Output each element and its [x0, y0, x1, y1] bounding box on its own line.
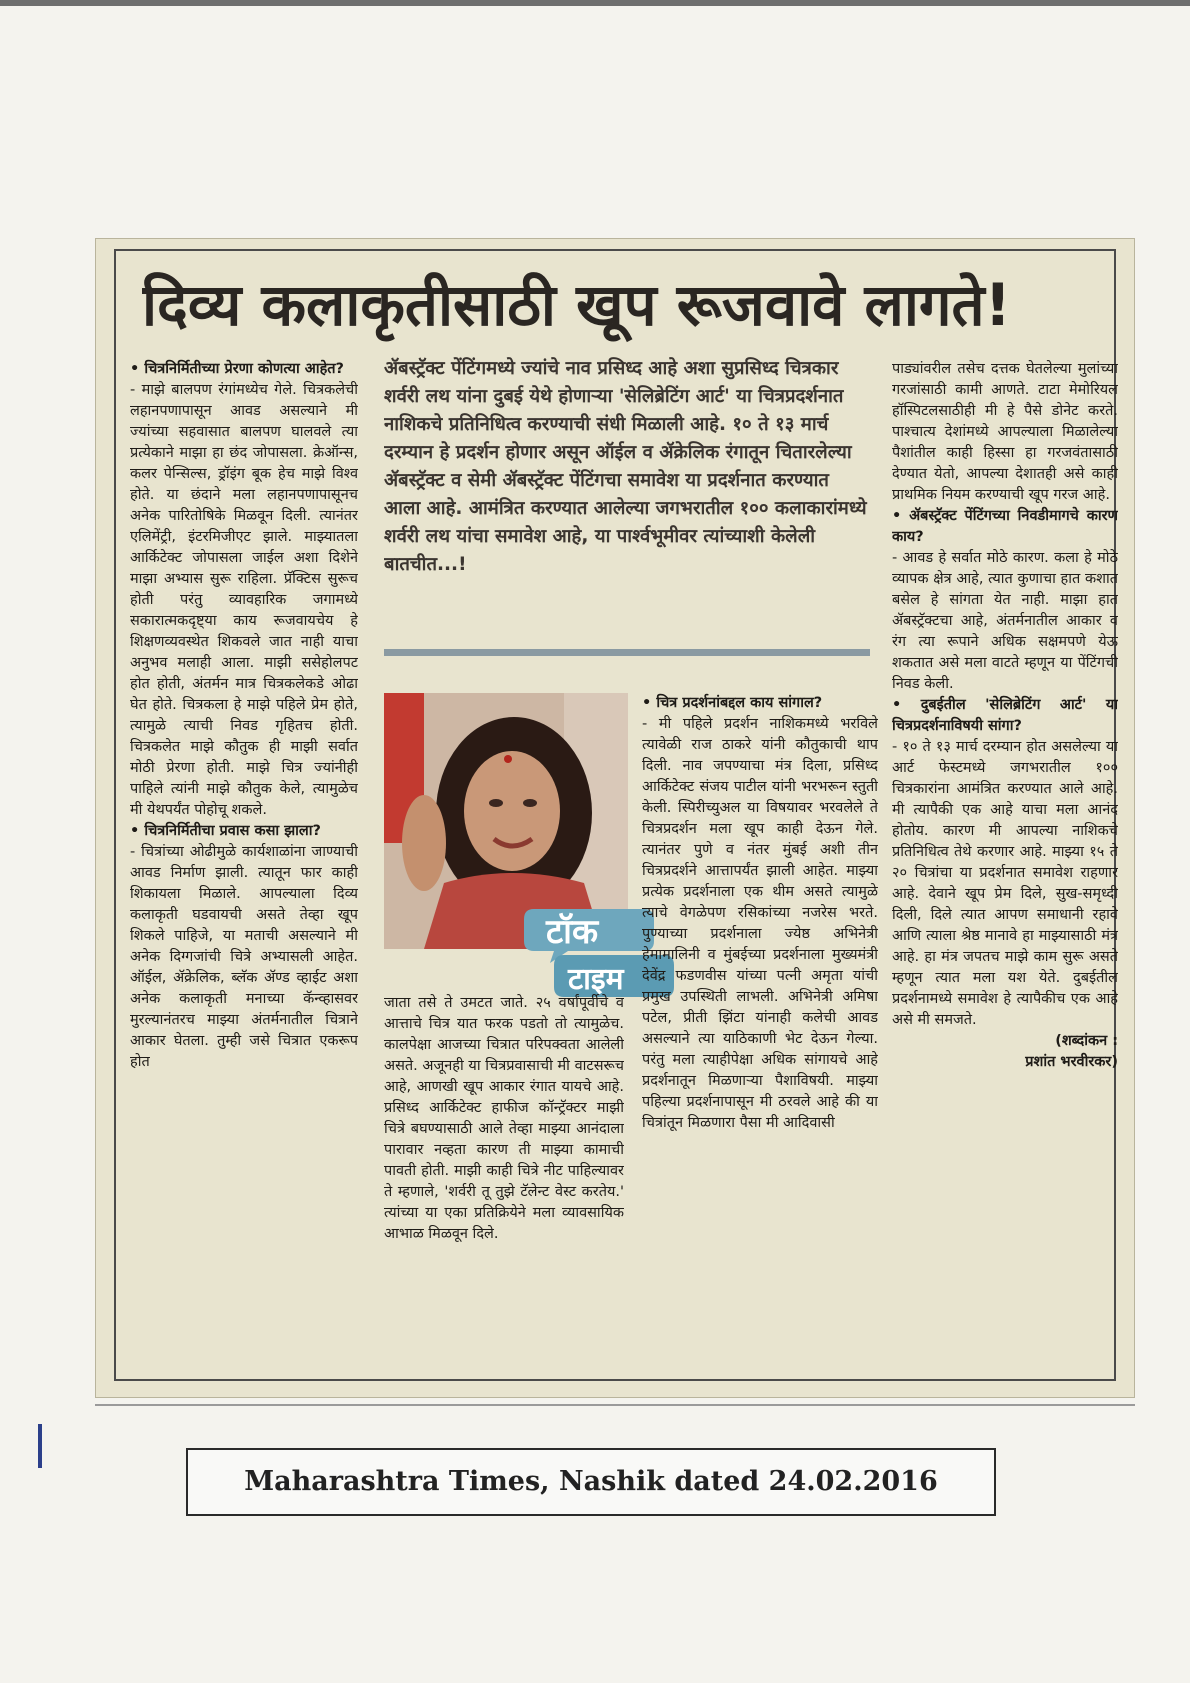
badge-word-1: टॉक — [546, 912, 599, 952]
column-1 — [130, 359, 358, 1369]
answer-3: - मी पहिले प्रदर्शन नाशिकमध्ये भरविले त्यावेळी राज ठाकरे यांनी कौतुकाची थाप दिली. नाव जपण्याचा मंत्र दिला, प्रसिध्द आर्किटेक्ट संजय पाटील यांनी भरभरून स्तुती केली. स्पिरीच्युअल या विषयावर भरवलेले ते चित्रप्रदर्शन मला खूप काही देऊन गेले. त्यानंतर पुणे व नंतर मुंबई अशी तीन चित्रप्रदर्शने आत्तापर्यंत झाली आहेत. माझ्या प्रत्येक प्रदर्शनाला एक थीम असते त्यामुळे त्याचे वेगळेपण रसिकांच्या नजरेस भरते. पुण्याच्या प्रदर्शनाला ज्येष्ठ अभिनेत्री हेमामालिनी व मुंबईच्या प्रदर्शनाला मुख्यमंत्री देवेंद्र फडणवीस यांच्या पत्नी अमृता यांची प्रमुख उपस्थिती लाभली. अभिनेत्री अमिषा पटेल, प्रीती झिंटा यांनाही कलेची आवड असल्याने त्या याठिकाणी भेट देऊन गेल्या. परंतु मला त्याहीपेक्षा अधिक सांगायचे आहे प्रदर्शनातून मिळणाऱ्या पैशाविषयी. माझ्या पहिल्या प्रदर्शनापासून मी ठरवले आहे की या चित्रांतून मिळणारा पैसा मी आदिवासी — [642, 716, 878, 1131]
intro-divider — [384, 649, 870, 656]
column-3 — [642, 693, 878, 1373]
question-4: • ॲबस्ट्रॅक्ट पेंटिंगच्या निवडीमागचे कारण काय? — [892, 508, 1118, 545]
answer-1: - माझे बालपण रंगांमध्येच गेले. चित्रकलेची लहानपणापासून आवड असल्याने मी ज्यांच्या सहवासात बालपण घालवले त्या प्रत्येकाने माझा हा छंद जोपासला. क्रेऑन्स, कलर पेन्सिल्स, ड्रॉइंग बूक हेच माझे विश्व होते. या छंदाने मला लहानपणापासूनच अनेक पारितोषिके मिळवून दिली. त्यानंतर एलिमेंट्री, इंटरमिजीएट झाले. माझ्यातला आर्किटेक्ट जोपासला जाईल अशा दिशेने माझा अभ्यास सुरू राहिला. प्रॅक्टिस सुरूच होती परंतु व्यावहारिक जगामध्ये सकारात्मकदृष्ट्या काय रूजवायचेय हे शिक्षणव्यवस्थेत शिकवले जात नाही याचा अनुभव मलाही आला. माझी ससेहोलपट होत होती, अंतर्मन मात्र चित्रकलेकडे ओढा घेत होते. चित्रकला हे माझे पहिले प्रेम होते, त्यामुळे त्याची निवड गृहितच होती. चित्रकलेत माझे कौतुक ही माझी सर्वात मोठी प्रेरणा होती. माझे चित्र ज्यांनीही पाहिले त्यांनी माझे कौतुक केले, त्यामुळेच मी येथपर्यंत पोहोचू शकले. — [130, 382, 358, 818]
column-4 — [892, 359, 1118, 1369]
clip-bottom-rule — [95, 1404, 1135, 1406]
answer-2: - चित्रांच्या ओढीमुळे कार्यशाळांना जाण्याची आवड निर्माण झाली. त्यातून फार काही शिकायला मिळाले. आपल्याला दिव्य कलाकृती घडवायची असते तेव्हा खूप शिकले पाहिजे, या मताची असल्याने मी अनेक दिग्गजांची चित्रे अभ्यासली आहेत. ऑईल, ॲक्रेलिक, ब्लॅक ॲण्ड व्हाईट अशा अनेक कलाकृती मनाच्या कॅन्व्हासवर मुरल्यानंतरच माझ्या अंतर्मनातील चित्राने आकार घेतला. तुम्ही जसे चित्रात एकरूप होत — [130, 844, 358, 1070]
column-2-text: जाता तसे ते उमटत जाते. २५ वर्षांपूर्वीचे व आत्ताचे चित्र यात फरक पडतो तो त्यामुळेच. कालपेक्षा आजच्या चित्रात परिपक्वता आलेली असते. अजूनही या चित्रप्रवासाची मी वाटसरूच आहे, आणखी खूप आकार रंगात यायचे आहे. प्रसिध्द आर्किटेक्ट हाफीज कॉन्ट्रॅक्टर माझी चित्रे बघण्यासाठी आले तेव्हा माझ्या आनंदाला पारावार नव्हता कारण ती माझ्या कामाची पावती होती. माझी काही चित्रे नीट पाहिल्यावर ते म्हणाले, 'शर्वरी तू तुझे टॅलेन्ट वेस्ट करतेय.' त्यांच्या या एका प्रतिक्रियेने मला व्यावसायिक आभाळ मिळवून दिले. — [384, 995, 624, 1242]
newspaper-clipping — [95, 238, 1135, 1398]
question-2: • चित्रनिर्मितीचा प्रवास कसा झाला? — [130, 823, 321, 839]
article-frame — [114, 249, 1116, 1381]
badge-word-2: टाइम — [568, 962, 624, 997]
answer-4: - आवड हे सर्वात मोठे कारण. कला हे मोठे व्यापक क्षेत्र आहे, त्यात कुणाचा हात कशात बसेल हे सांगता येत नाही. माझा हात ॲबस्ट्रॅक्टचा आहे, अंतर्मनातील आकार व रंग त्या रूपाने अधिक सक्षमपणे येऊ शकतात असे मला वाटते म्हणून या पेंटिंगची निवड केली. — [892, 550, 1118, 692]
answer-3-continued: पाड्यांवरील तसेच दत्तक घेतलेल्या मुलांच्या गरजांसाठी कामी आणते. टाटा मेमोरियल हॉस्पिटलसाठीही मी हे पैसे डोनेट करते. पाश्चात्य देशांमध्ये आपल्याला मिळालेल्या पैशांतील काही हिस्सा हा गरजवंतासाठी देण्यात येतो, आपल्या देशातही असे काही प्राथमिक नियम करण्याची खूप गरज आहे. — [892, 361, 1118, 503]
scan-mark — [38, 1424, 42, 1468]
answer-5: - १० ते १३ मार्च दरम्यान होत असलेल्या या आर्ट फेस्टमध्ये जगभरातील १०० चित्रकारांना आमंत्रित करण्यात आले आहे. मी त्यापैकी एक आहे याचा मला आनंद होतोय. कारण मी आपल्या नाशिकचे प्रतिनिधित्व तेथे करणार आहे. माझ्या १५ ते २० चित्रांचा या प्रदर्शनात समावेश राहणार आहे. देवाने खूप प्रेम दिले, सुख-समृध्दी दिली, दिले त्यात आपण समाधानी रहावे आणि त्याला श्रेष्ठ मानावे हा माझ्यासाठी मंत्र आहे. हा मंत्र जपतच माझे काम सुरू असते म्हणून त्यात मला यश येते. दुबईतील प्रदर्शनामध्ये समावेश हे त्यापैकीच एक आहे असे मी समजते. — [892, 739, 1118, 1028]
question-3: • चित्र प्रदर्शनांबद्दल काय सांगाल? — [642, 695, 823, 711]
headline: दिव्य कलाकृतीसाठी खूप रूजवावे लागते! — [142, 271, 1012, 339]
credit-line-2: प्रशांत भरवीरकर) — [1025, 1054, 1118, 1070]
credit-line-1: (शब्दांकन : — [1055, 1033, 1118, 1049]
scan-edge — [0, 0, 1190, 6]
question-1: • चित्रनिर्मितीच्या प्रेरणा कोणत्या आहेत? — [130, 361, 344, 377]
intro-paragraph: ॲबस्ट्रॅक्ट पेंटिंगमध्ये ज्यांचे नाव प्रसिध्द आहे अशा सुप्रसिध्द चित्रकार शर्वरी लथ यांना दुबई येथे होणाऱ्या 'सेलिब्रेटिंग आर्ट' या चित्रप्रदर्शनात नाशिकचे प्रतिनिधित्व करण्याची संधी मिळाली आहे. १० ते १३ मार्च दरम्यान हे प्रदर्शन होणार असून ऑईल व ॲक्रेलिक रंगातून चितारलेल्या ॲबस्ट्रॅक्ट व सेमी ॲबस्ट्रॅक्ट पेंटिंगचा समावेश या प्रदर्शनात करण्यात आला आहे. आमंत्रित करण्यात आलेल्या जगभरातील १०० कलाकारांमध्ये शर्वरी लथ यांचा समावेश आहे, या पार्श्वभूमीवर त्यांच्याशी केलेली बातचीत...! — [384, 358, 867, 575]
source-caption: Maharashtra Times, Nashik dated 24.02.2016 — [186, 1448, 996, 1516]
question-5: • दुबईतील 'सेलिब्रेटिंग आर्ट' या चित्रप्रदर्शनाविषयी सांगा? — [892, 697, 1118, 734]
